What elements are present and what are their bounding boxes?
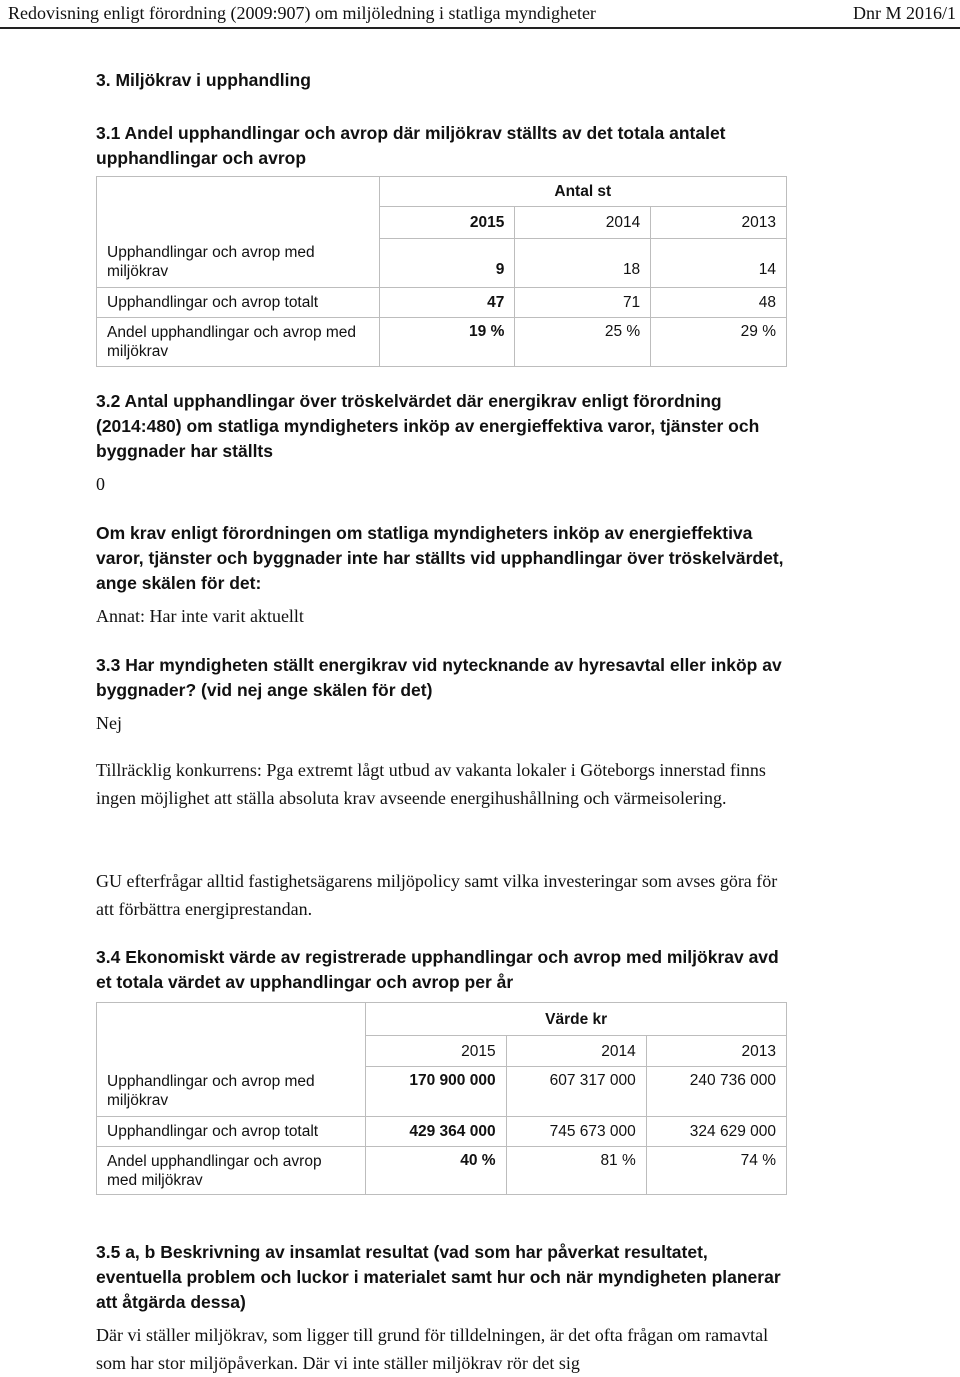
section-3-1-heading: 3.1 Andel upphandlingar och avrop där miljökrav ställts av det totala antalet upphandlingar och avrop [96, 123, 726, 168]
table-3-1 [96, 176, 787, 367]
table-3-1-cell: 18 [515, 239, 651, 288]
header-divider [0, 27, 960, 29]
section-3-2-question: Om krav enligt förordningen om statliga myndigheters inköp av energieffektiva varor, tjänster och byggnader inte har ställts vid upphandlingar över tröskelvärdet, ange skälen för det: [96, 523, 784, 593]
table-3-4-cell: 240 736 000 [646, 1067, 786, 1117]
section-3-3-paragraph-2: GU efterfrågar alltid fastighetsägarens miljöpolicy samt vilka investeringar som avses göra för att förbättra energiprestandan. [96, 871, 778, 919]
table-3-4-year: 2015 [366, 1036, 506, 1067]
table-3-1-cell: 48 [651, 288, 787, 318]
section-3-5-paragraph: Där vi ställer miljökrav, som ligger till grund för tilldelningen, är det ofta frågan om ramavtal som har stor miljöpåverkan. Där vi inte ställer miljökrav rör det sig [96, 1325, 769, 1373]
table-3-1-cell: 14 [651, 239, 787, 288]
table-3-4-group-header: Värde kr [366, 1003, 787, 1036]
page-header [0, 0, 960, 26]
table-3-4-cell: 81 % [506, 1147, 646, 1195]
table-3-1-year: 2015 [379, 207, 515, 239]
table-3-4-row-label: Upphandlingar och avrop totalt [97, 1117, 366, 1147]
table-3-1-cell: 19 % [379, 318, 515, 367]
table-3-1-cell: 47 [379, 288, 515, 318]
table-3-4-cell: 745 673 000 [506, 1117, 646, 1147]
table-3-1-cell: 29 % [651, 318, 787, 367]
section-3-4-heading: 3.4 Ekonomiskt värde av registrerade upphandlingar och avrop med miljökrav avd et totala värdet av upphandlingar och avrop per år [96, 947, 779, 992]
section-3-5-heading: 3.5 a, b Beskrivning av insamlat resultat (vad som har påverkat resultatet, eventuella problem och luckor i materialet samt hur och när myndigheten planerar att åtgärda dessa) [96, 1242, 781, 1312]
section-3-3-paragraph-1: Tillräcklig konkurrens: Pga extremt lågt utbud av vakanta lokaler i Göteborgs innerstad finns ingen möjlighet att ställa absoluta krav avseende energihushållning och värmeisolering. [96, 760, 766, 808]
table-3-4-cell: 74 % [646, 1147, 786, 1195]
table-3-4-row-label: Andel upphandlingar och avrop med miljökrav [97, 1147, 366, 1195]
section-3-2-heading: 3.2 Antal upphandlingar över tröskelvärdet där energikrav enligt förordning (2014:480) om statliga myndigheters inköp av energieffektiva varor, tjänster och byggnader har ställts [96, 391, 760, 461]
table-3-4-cell: 607 317 000 [506, 1067, 646, 1117]
section-3-2-answer: 0 [96, 474, 105, 494]
table-3-4-year: 2014 [506, 1036, 646, 1067]
table-3-1-row-label: Upphandlingar och avrop totalt [97, 288, 380, 318]
table-3-1-row-label: Upphandlingar och avrop med miljökrav [97, 177, 380, 288]
table-3-1-cell: 71 [515, 288, 651, 318]
table-3-1-group-header: Antal st [379, 177, 786, 207]
table-3-1-row-label: Andel upphandlingar och avrop med miljökrav [97, 318, 380, 367]
section-3-3-heading: 3.3 Har myndigheten ställt energikrav vid nytecknande av hyresavtal eller inköp av byggnader? (vid nej ange skälen för det) [96, 655, 782, 700]
table-3-4 [96, 1002, 787, 1195]
header-document-title: Redovisning enligt förordning (2009:907) om miljöledning i statliga myndigheter [8, 3, 596, 23]
table-3-4-cell: 170 900 000 [366, 1067, 506, 1117]
table-3-1-cell: 25 % [515, 318, 651, 367]
table-3-4-cell: 40 % [366, 1147, 506, 1195]
section-3-heading: 3. Miljökrav i upphandling [96, 70, 311, 90]
table-3-1-year: 2014 [515, 207, 651, 239]
table-3-4-row-label: Upphandlingar och avrop med miljökrav [97, 1003, 366, 1117]
table-3-4-year: 2013 [646, 1036, 786, 1067]
table-3-1-year: 2013 [651, 207, 787, 239]
section-3-3-answer: Nej [96, 713, 122, 733]
header-document-number: Dnr M 2016/1 [853, 3, 956, 23]
table-3-4-cell: 324 629 000 [646, 1117, 786, 1147]
table-3-1-cell: 9 [379, 239, 515, 288]
section-3-2-reason: Annat: Har inte varit aktuellt [96, 606, 304, 626]
table-3-4-cell: 429 364 000 [366, 1117, 506, 1147]
